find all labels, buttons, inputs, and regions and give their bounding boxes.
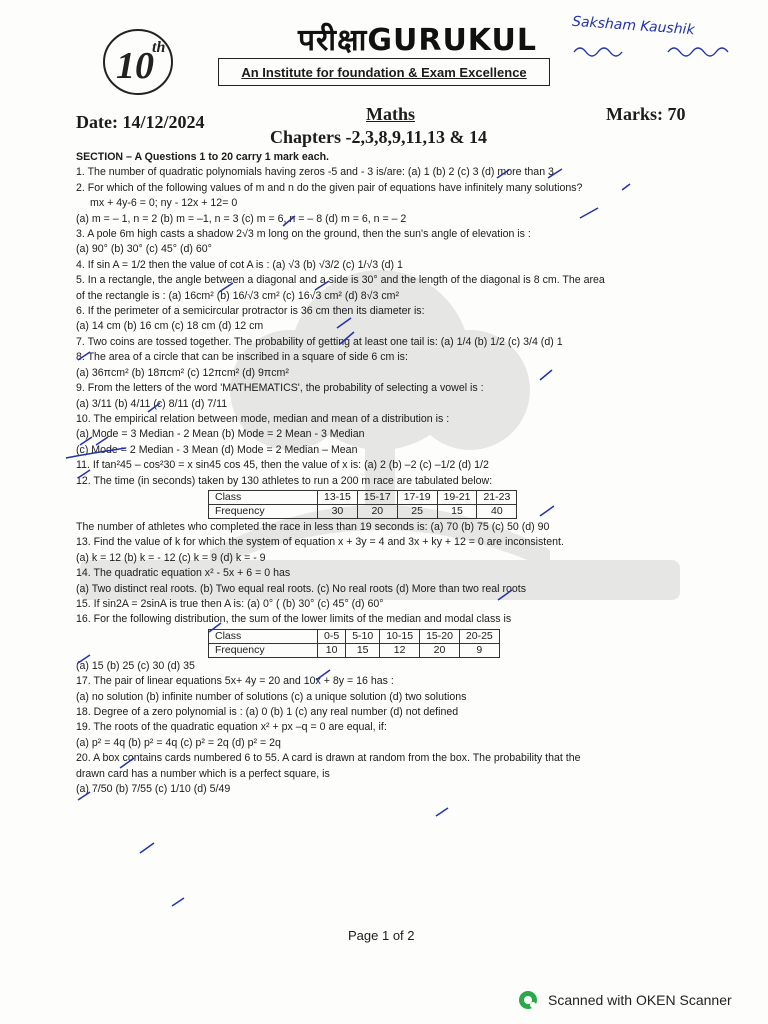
table-cell: 13-15 xyxy=(318,490,358,504)
table-cell: 15 xyxy=(346,643,380,657)
question-line: (c) Mode = 2 Median - 3 Mean (d) Mode = 2 Median – Mean xyxy=(76,443,358,456)
question-line: 5. In a rectangle, the angle between a diagonal and a side is 30° and the length of the diagonal is 8 cm. The area xyxy=(76,274,605,287)
question-line: mx + 4y-6 = 0; ny - 12x + 12= 0 xyxy=(90,197,238,210)
question-line: 13. Find the value of k for which the system of equation x + 3y = 4 and 3x + ky + 12 = 0 are inconsistent. xyxy=(76,536,564,549)
section-heading: SECTION – A Questions 1 to 20 carry 1 mark each. xyxy=(76,151,329,163)
question-line: 4. If sin A = 1/2 then the value of cot A is : (a) √3 (b) √3/2 (c) 1/√3 (d) 1 xyxy=(76,258,403,271)
signature-underline xyxy=(572,42,752,60)
table-cell: 15-17 xyxy=(357,490,397,504)
exam-chapters: Chapters -2,3,8,9,11,13 & 14 xyxy=(270,127,487,147)
question-line: 1. The number of quadratic polynomials having zeros -5 and - 3 is/are: (a) 1 (b) 2 (c) 3 (d) more than 3 xyxy=(76,166,554,179)
exam-subject: Maths xyxy=(366,104,415,124)
question-line: The number of athletes who completed the race in less than 19 seconds is: (a) 70 (b) 75 (c) 50 (d) 90 xyxy=(76,520,550,533)
question-line: 9. From the letters of the word 'MATHEMATICS', the probability of selecting a vowel is : xyxy=(76,382,484,395)
question-line: 11. If tan²45 – cos²30 = x sin45 cos 45, then the value of x is: (a) 2 (b) –2 (c) –1/2 (d) 1/2 xyxy=(76,459,489,472)
question-line: 20. A box contains cards numbered 6 to 55. A card is drawn at random from the box. The probability that the xyxy=(76,752,581,765)
table-cell: 9 xyxy=(459,643,499,657)
question-line: 7. Two coins are tossed together. The probability of getting at least one tail is: (a) 1/4 (b) 1/2 (c) 3/4 (d) 1 xyxy=(76,335,563,348)
table-row xyxy=(209,504,517,518)
table-cell: 5-10 xyxy=(346,629,380,643)
question-line: 14. The quadratic equation x² - 5x + 6 = 0 has xyxy=(76,567,291,580)
question-list xyxy=(76,150,706,797)
scanner-label: Scanned with OKEN Scanner xyxy=(548,992,732,1008)
question-line: (a) p² = 4q (b) p² = 4q (c) p² = 2q (d) p² = 2q xyxy=(76,736,281,749)
question-line: (a) 14 cm (b) 16 cm (c) 18 cm (d) 12 cm xyxy=(76,320,264,333)
table-cell: 12 xyxy=(380,643,420,657)
question-line: 2. For which of the following values of m and n do the given pair of equations have infinitely many solutions? xyxy=(76,181,583,194)
table-cell: 30 xyxy=(318,504,358,518)
question-line: (a) 36πcm² (b) 18πcm² (c) 12πcm² (d) 9πcm² xyxy=(76,366,289,379)
grade-10th-logo xyxy=(98,22,178,98)
page-number: Page 1 of 2 xyxy=(348,928,415,943)
table-row-label: Frequency xyxy=(209,643,318,657)
table-cell: 40 xyxy=(477,504,517,518)
exam-marks: Marks: 70 xyxy=(606,104,686,124)
table-row-label: Frequency xyxy=(209,504,318,518)
table-cell: 20 xyxy=(420,643,460,657)
question-line: 12. The time (in seconds) taken by 130 athletes to run a 200 m race are tabulated below: xyxy=(76,474,493,487)
question-line: of the rectangle is : (a) 16cm² (b) 16/√3 cm² (c) 16√3 cm² (d) 8√3 cm² xyxy=(76,289,399,302)
question-line: (a) 3/11 (b) 4/11 (c) 8/11 (d) 7/11 xyxy=(76,397,228,410)
question-line: 15. If sin2A = 2sinA is true then A is: (a) 0° ( (b) 30° (c) 45° (d) 60° xyxy=(76,597,384,610)
table-cell: 0-5 xyxy=(318,629,346,643)
scanner-badge xyxy=(518,990,732,1010)
table-row xyxy=(209,643,500,657)
frequency-table xyxy=(208,629,500,658)
table-cell: 19-21 xyxy=(437,490,477,504)
table-cell: 17-19 xyxy=(397,490,437,504)
question-line: 8. The area of a circle that can be inscribed in a square of side 6 cm is: xyxy=(76,351,408,364)
table-cell: 25 xyxy=(397,504,437,518)
question-line: 18. Degree of a zero polynomial is : (a) 0 (b) 1 (c) any real number (d) not defined xyxy=(76,706,459,718)
question-line: 17. The pair of linear equations 5x+ 4y = 20 and 10x + 8y = 16 has : xyxy=(76,675,394,688)
exam-date: Date: 14/12/2024 xyxy=(76,112,205,132)
question-line: 6. If the perimeter of a semicircular protractor is 36 cm then its diameter is: xyxy=(76,305,425,318)
question-line: (a) no solution (b) infinite number of solutions (c) a unique solution (d) two solutions xyxy=(76,690,467,703)
table-cell: 21-23 xyxy=(477,490,517,504)
institute-logo-text: परीक्षाGURUKUL xyxy=(298,23,538,58)
table-cell: 20 xyxy=(357,504,397,518)
table-row xyxy=(209,490,517,504)
table-cell: 15-20 xyxy=(420,629,460,643)
question-line: (a) 15 (b) 25 (c) 30 (d) 35 xyxy=(76,659,195,672)
table-cell: 20-25 xyxy=(459,629,499,643)
question-line: drawn card has a number which is a perfect square, is xyxy=(76,767,330,780)
question-line: 16. For the following distribution, the sum of the lower limits of the median and modal class is xyxy=(76,613,512,626)
question-line: 19. The roots of the quadratic equation x² + px –q = 0 are equal, if: xyxy=(76,721,387,734)
table-row-label: Class xyxy=(209,490,318,504)
svg-text:th: th xyxy=(152,39,166,56)
svg-text:10: 10 xyxy=(116,45,154,87)
question-line: 3. A pole 6m high casts a shadow 2√3 m long on the ground, then the sun's angle of elevation is : xyxy=(76,228,531,241)
question-line: (a) Two distinct real roots. (b) Two equal real roots. (c) No real roots (d) More than two real roots xyxy=(76,582,527,595)
question-line: (a) 90° (b) 30° (c) 45° (d) 60° xyxy=(76,243,212,256)
scanner-logo-icon xyxy=(518,990,538,1010)
frequency-table xyxy=(208,490,517,519)
table-cell: 10 xyxy=(318,643,346,657)
table-cell: 15 xyxy=(437,504,477,518)
question-line: (a) k = 12 (b) k = - 12 (c) k = 9 (d) k = - 9 xyxy=(76,551,266,564)
handwritten-signature: Saksham Kaushik xyxy=(571,13,696,39)
question-line: (a) m = – 1, n = 2 (b) m = –1, n = 3 (c) m = 6, n = – 8 (d) m = 6, n = – 2 xyxy=(76,212,407,225)
table-cell: 10-15 xyxy=(380,629,420,643)
institute-tagline: An Institute for foundation & Exam Excellence xyxy=(218,58,550,86)
question-line: 10. The empirical relation between mode, median and mean of a distribution is : xyxy=(76,412,450,425)
question-line: (a) Mode = 3 Median - 2 Mean (b) Mode = 2 Mean - 3 Median xyxy=(76,428,365,441)
table-row xyxy=(209,629,500,643)
question-line: (a) 7/50 (b) 7/55 (c) 1/10 (d) 5/49 xyxy=(76,783,231,796)
table-row-label: Class xyxy=(209,629,318,643)
